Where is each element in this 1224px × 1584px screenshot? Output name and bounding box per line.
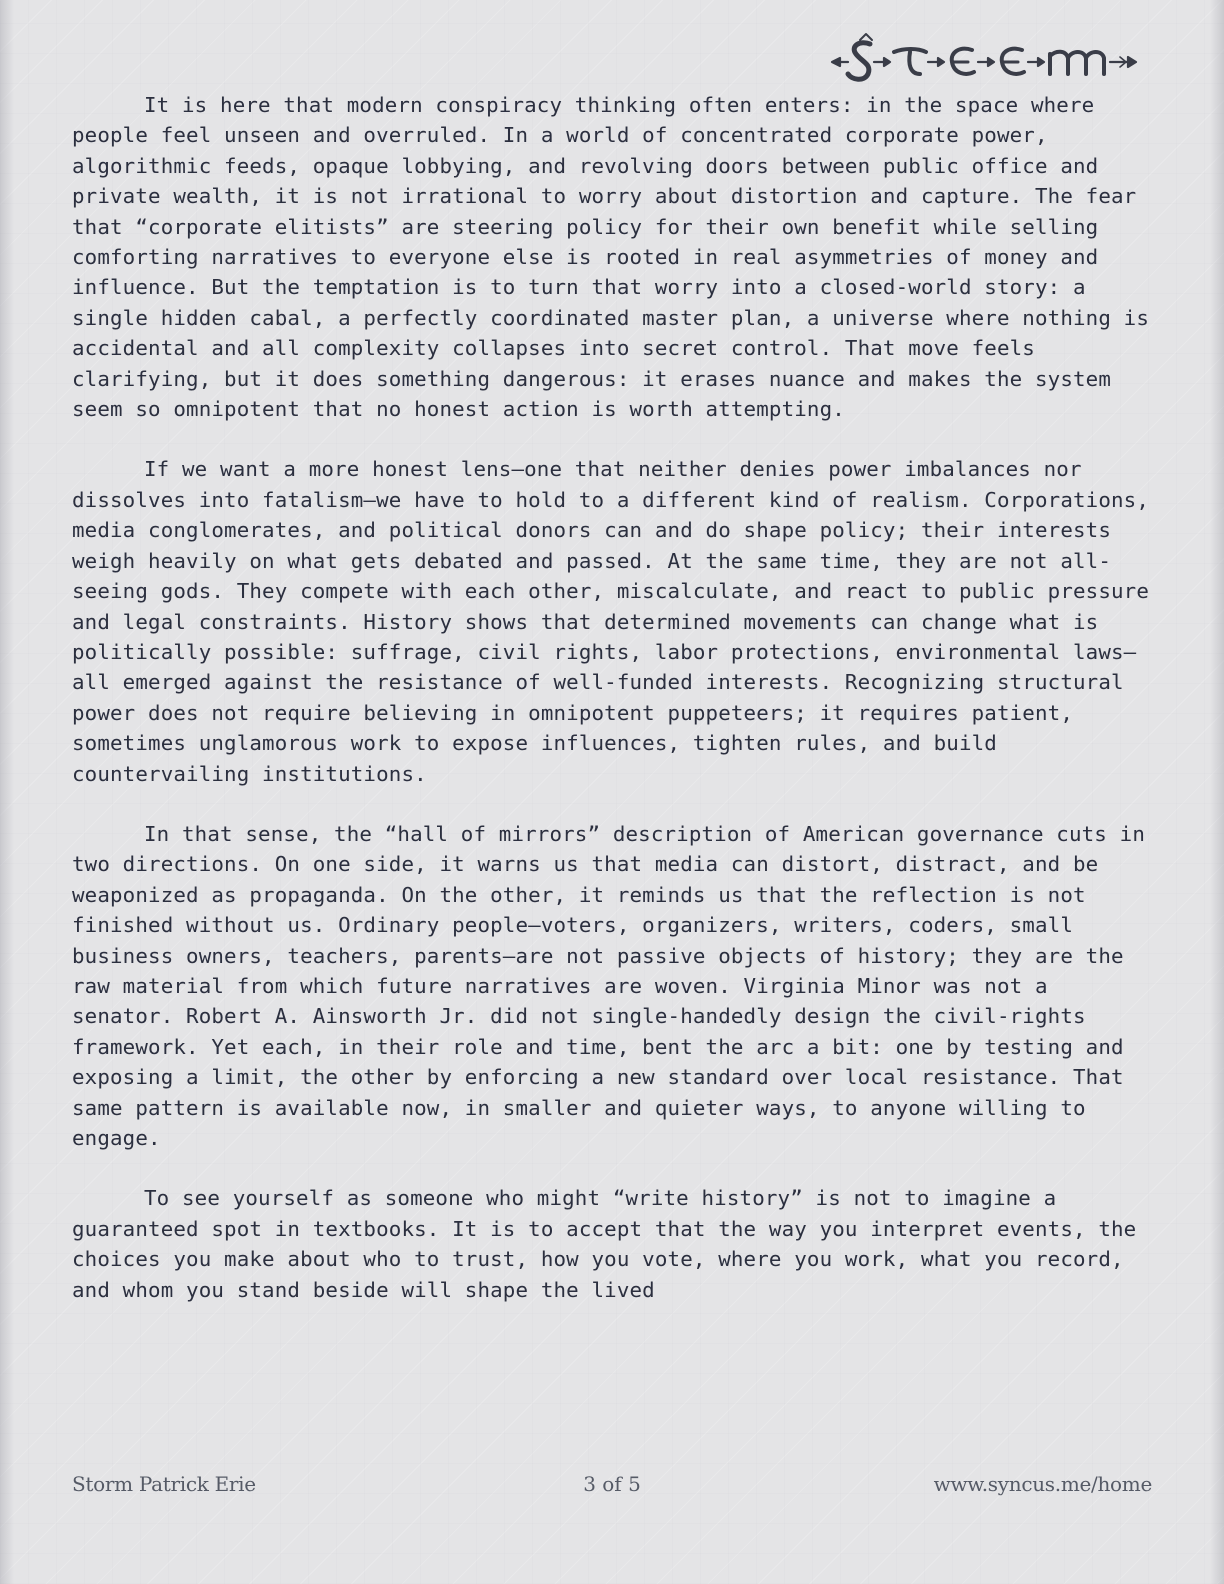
paragraph-4: To see yourself as someone who might “write history” is not to imagine a guaranteed spot in textbooks. It is to accept that the way you interpret events, the choices you make about who to trust, how you vote, where you work, what you record, and whom you stand beside will shape the lived <box>72 1186 1137 1302</box>
footer-author: Storm Patrick Erie <box>72 1472 256 1496</box>
page-edge-right <box>1210 0 1224 1584</box>
paragraph-1: It is here that modern conspiracy thinking often enters: in the space where people feel unseen and overruled. In a world of concentrated corporate power, algorithmic feeds, opaque lobbying, and revolving doors between public office and private wealth, it is not irrational to worry about distortion and capture. The fear that “corporate elitists” are steering policy for their own benefit while selling comforting narratives to everyone else is rooted in real asymmetries of money and influence. But the temptation is to turn that worry into a closed-world story: a single hidden cabal, a perfectly coordinated master plan, a universe where nothing is accidental and all complexity collapses into secret control. That move feels clarifying, but it does something dangerous: it erases nuance and makes the system seem so omnipotent that no honest action is worth attempting. <box>72 93 1150 422</box>
footer-url[interactable]: www.syncus.me/home <box>933 1472 1152 1496</box>
document-body <box>72 90 1152 1335</box>
paragraph-3: In that sense, the “hall of mirrors” description of American governance cuts in two directions. On one side, it warns us that media can distort, distract, and be weaponized as propaganda. On the other, it reminds us that the reflection is not finished without us. Ordinary people—voters, organizers, writers, coders, small business owners, teachers, parents—are not passive objects of history; they are the raw material from which future narratives are woven. Virginia Minor was not a senator. Robert A. Ainsworth Jr. did not single-handedly design the civil-rights framework. Yet each, in their role and time, bent the arc a bit: one by testing and exposing a limit, the other by enforcing a new standard over local resistance. That same pattern is available now, in smaller and quieter ways, to anyone willing to engage. <box>72 821 1145 1150</box>
page-footer <box>72 1472 1152 1502</box>
footer-page-indicator: 3 of 5 <box>583 1472 641 1496</box>
paragraph-2: If we want a more honest lens—one that neither denies power imbalances nor dissolves into fatalism—we have to hold to a different kind of realism. Corporations, media conglomerates, and political donors can and do shape policy; their interests weigh heavily on what gets debated and passed. At the same time, they are not all-seeing gods. They compete with each other, miscalculate, and react to public pressure and legal constraints. History shows that determined movements can change what is politically possible: suffrage, civil rights, labor protections, environmental laws—all emerged against the resistance of well-funded interests. Recognizing structural power does not require believing in omnipotent puppeteers; it requires patient, sometimes unglamorous work to expose influences, tighten rules, and build countervailing institutions. <box>72 457 1150 786</box>
page-edge-left <box>0 0 14 1584</box>
steem-logo-graphic <box>830 30 1152 86</box>
steem-logo <box>830 30 1152 86</box>
